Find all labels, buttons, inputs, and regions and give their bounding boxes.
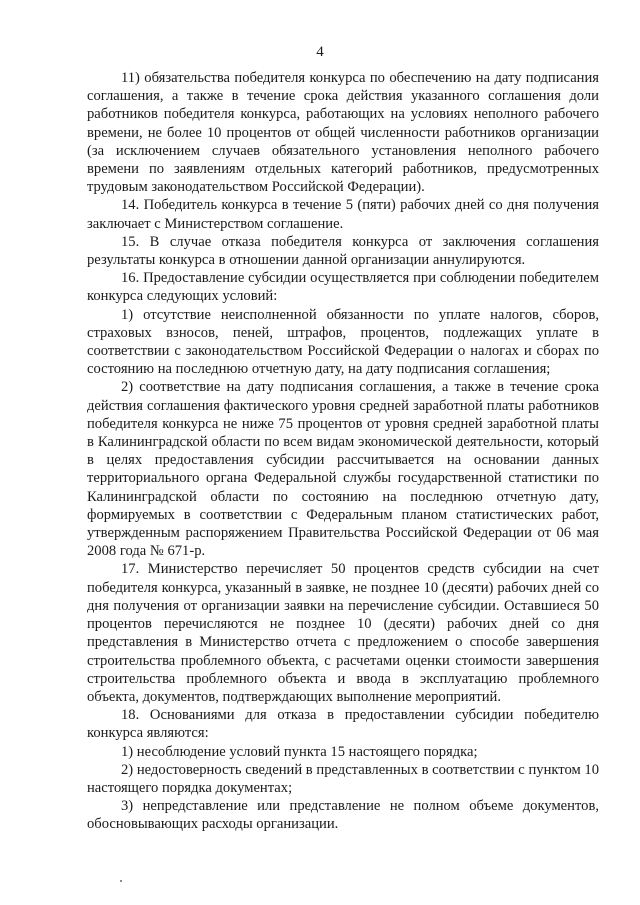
paragraph-clause-18-item-2: 2) недостоверность сведений в представленных в соответствии с пунктом 10 настоящего порядка документах;	[87, 761, 599, 796]
paragraph-clause-18: 18. Основаниями для отказа в предоставлении субсидии победителю конкурса являются:	[87, 707, 599, 742]
paragraph-clause-16: 16. Предоставление субсидии осуществляется при соблюдении победителем конкурса следующих условий:	[87, 270, 599, 305]
page-number: 4	[316, 44, 324, 60]
paragraph-clause-14: 14. Победитель конкурса в течение 5 (пяти) рабочих дней со дня получения заключает с Министерством соглашение.	[87, 197, 599, 232]
paragraph-clause-18-item-3: 3) непредставление или представление не полном объеме документов, обосновывающих расходы организации.	[87, 798, 599, 833]
document-body	[87, 69, 599, 834]
paragraph-clause-18-item-1: 1) несоблюдение условий пункта 15 настоящего порядка;	[121, 743, 478, 760]
paragraph-clause-17: 17. Министерство перечисляет 50 процентов средств субсидии на счет победителя конкурса, указанный в заявке, не позднее 10 (десяти) рабочих дней со дня получения от организации заявки на перечисление субсидии. Оставшиеся 50 процентов перечисляются не позднее 10 (десяти) рабочих дней со дня представления в Министерство отчета с предложением о способе завершения строительства проблемного объекта, с расчетами оценки стоимости завершения строительства проблемного объекта и ввода в эксплуатацию проблемного объекта, документов, подтверждающих выполнение мероприятий.	[87, 561, 599, 705]
paragraph-clause-16-item-2: 2) соответствие на дату подписания соглашения, а также в течение срока действия соглашения фактического уровня средней заработной платы работников победителя конкурса не ниже 75 процентов от уровня средней заработной платы в Калининградской области по всем видам экономической деятельности, который в целях предоставления субсидии рассчитывается на основании данных территориального органа Федеральной службы государственной статистики по Калининградской области по состоянию на последнюю отчетную дату, формируемых в соответствии с Федеральным планом статистических работ, утвержденным распоряжением Правительства Российской Федерации от 06 мая 2008 года № 671-р.	[87, 379, 599, 560]
paragraph-clause-15: 15. В случае отказа победителя конкурса от заключения соглашения результаты конкурса в отношении данной организации аннулируются.	[87, 233, 599, 269]
paragraph-clause-16-item-1: 1) отсутствие неисполненной обязанности по уплате налогов, сборов, страховых взносов, пеней, штрафов, процентов, подлежащих уплате в соответствии с законодательством Российской Федерации о налогах и сборах по состоянию на последнюю отчетную дату, на дату подписания соглашения;	[87, 306, 599, 378]
scan-speck	[120, 880, 122, 882]
paragraph-item-11: 11) обязательства победителя конкурса по обеспечению на дату подписания соглашения, а также в течение срока действия указанного соглашения доли работников победителя конкурса, работающих на условиях неполного рабочего времени, не более 10 процентов от общей численности работников организации (за исключением случаев обязательного установления неполного рабочего времени по заявлениям отдельных категорий работников, предусмотренных трудовым законодательством Российской Федерации).	[87, 70, 599, 196]
